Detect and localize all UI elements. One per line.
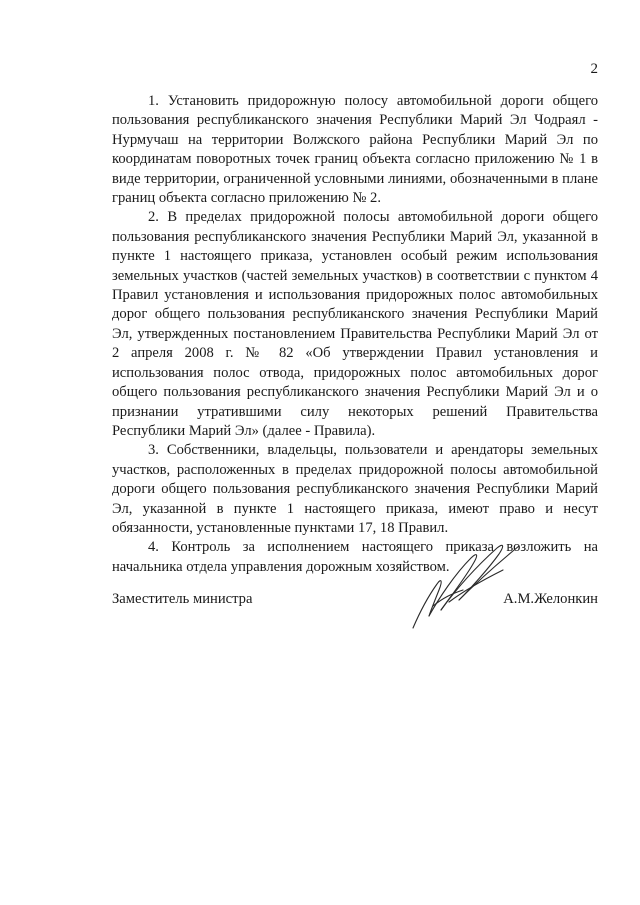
page-number: 2 xyxy=(590,61,598,77)
signer-title: Заместитель министра xyxy=(112,591,253,607)
signer-name: А.М.Желонкин xyxy=(503,591,598,607)
paragraph-4: 4. Контроль за исполнением настоящего приказа возложить на начальника отдела управления дорожным хозяйством. xyxy=(112,539,598,575)
signature-block xyxy=(112,590,598,612)
handwritten-signature xyxy=(405,540,530,632)
paragraph-2: 2. В пределах придорожной полосы автомобильной дороги общего пользования республиканского значения Республики Марий Эл, указанной в пункте 1 настоящего приказа, установлен особый режим использования земельных участков (частей земельных участков) в соответствии с пунктом 4 Правил установления и использования придорожных полос автомобильных дорог общего пользования республиканского значения Республики Марий Эл, утвержденных постановлением Правительства Республики Марий Эл от 2 апреля 2008 г. № 82 «Об утверждении Правил установления и использования полос отвода, придорожных полос автомобильных дорог общего пользования республиканского значения Республики Марий Эл и о признании утратившими силу некоторых решений Правительства Республики Марий Эл» (далее - Правила). xyxy=(112,209,598,439)
document-body xyxy=(112,92,598,577)
paragraph-3: 3. Собственники, владельцы, пользователи и арендаторы земельных участков, расположенных в пределах придорожной полосы автомобильной дороги общего пользования республиканского значения Республики Марий Эл, указанной в пункте 1 настоящего приказа, имеют право и несут обязанности, установленные пунктами 17, 18 Правил. xyxy=(112,442,598,536)
paragraph-1: 1. Установить придорожную полосу автомобильной дороги общего пользования республиканского значения Республики Марий Эл Чодраял - Нурмучаш на территории Волжского района Республики Марий Эл по координатам поворотных точек границ объекта согласно приложению № 1 в виде территории, ограниченной условными линиями, обозначенными в плане границ объекта согласно приложению № 2. xyxy=(112,93,598,207)
